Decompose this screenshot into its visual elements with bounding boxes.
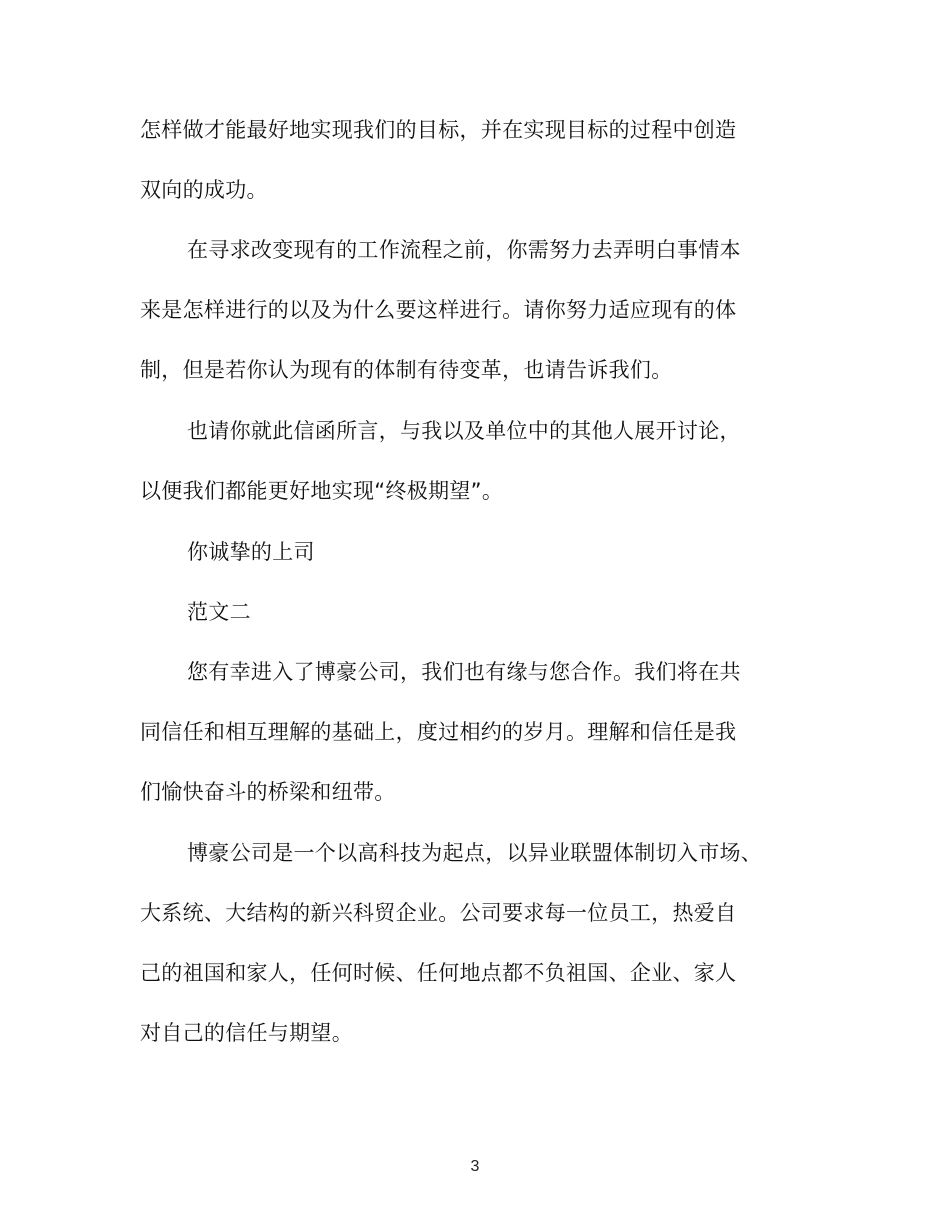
section-heading: 范文二 bbox=[187, 600, 251, 624]
text-line: 同信任和相互理解的基础上，度过相约的岁月。理解和信任是我 bbox=[140, 720, 737, 744]
text-line: 您有幸进入了博豪公司，我们也有缘与您合作。我们将在共 bbox=[187, 660, 741, 684]
text-line: 们愉快奋斗的桥梁和纽带。 bbox=[140, 780, 396, 804]
text-line: 以便我们都能更好地实现“终极期望”。 bbox=[140, 479, 504, 503]
text-line: 己的祖国和家人，任何时候、任何地点都不负祖国、企业、家人 bbox=[140, 961, 737, 985]
text-line: 怎样做才能最好地实现我们的目标，并在实现目标的过程中创造 bbox=[140, 118, 737, 142]
text-line: 来是怎样进行的以及为什么要这样进行。请你努力适应现有的体 bbox=[140, 298, 737, 322]
text-line: 在寻求改变现有的工作流程之前，你需努力去弄明白事情本 bbox=[187, 238, 741, 262]
page-number: 3 bbox=[470, 1158, 480, 1175]
text-line: 制，但是若你认为现有的体制有待变革，也请告诉我们。 bbox=[140, 358, 673, 382]
text-line: 对自己的信任与期望。 bbox=[140, 1021, 353, 1045]
text-line: 大系统、大结构的新兴科贸企业。公司要求每一位员工，热爱自 bbox=[140, 901, 737, 925]
text-line: 博豪公司是一个以高科技为起点，以异业联盟体制切入市场、 bbox=[187, 841, 763, 865]
signature-line: 你诚挚的上司 bbox=[187, 540, 315, 564]
text-line: 也请你就此信函所言，与我以及单位中的其他人展开讨论， bbox=[187, 419, 741, 443]
text-line: 双向的成功。 bbox=[140, 178, 268, 202]
